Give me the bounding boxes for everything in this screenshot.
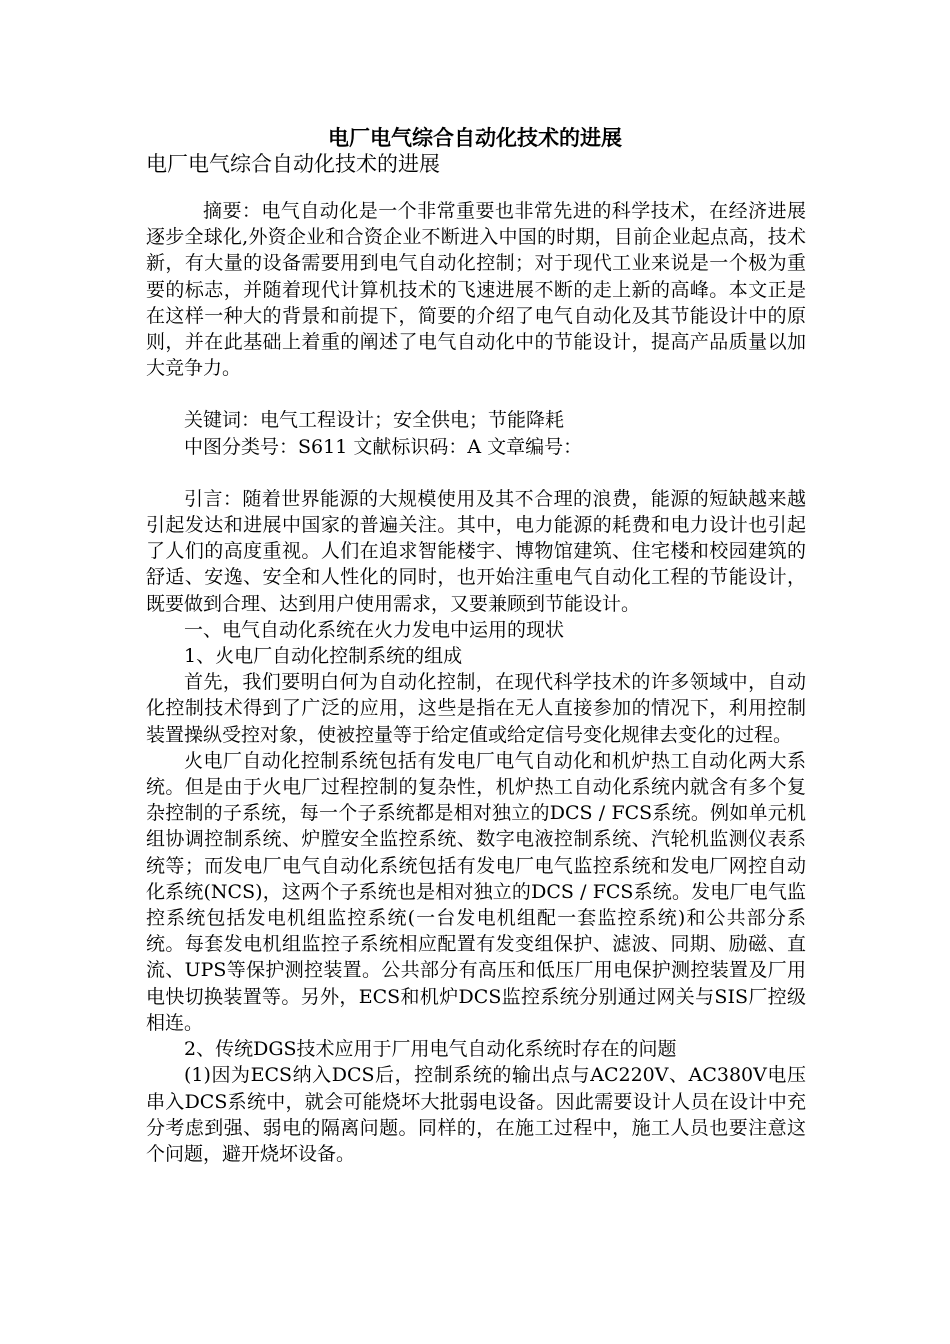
body-paragraph: (1)因为ECS纳入DCS后，控制系统的输出点与AC220V、AC380V电压串入DCS系统中，就会可能烧坏大批弱电设备。因此需要设计人员在设计中充分考虑到强、弱电的隔离问题。同样的，在施工过程中，施工人员也要注意这个问题，避开烧坏设备。 bbox=[146, 1064, 806, 1165]
body-paragraph: 火电厂自动化控制系统包括有发电厂电气自动化和机炉热工自动化两大系统。但是由于火电厂过程控制的复杂性，机炉热工自动化系统内就含有多个复杂控制的子系统，每一个子系统都是相对独立的DCS / FCS系统。例如单元机组协调控制系统、炉膛安全监控系统、数字电液控制系统、汽轮机监测仪表系统等；而发电厂电气自动化系统包括有发电厂电气监控系统和发电厂网控自动化系统(NCS)，这两个子系统也是相对独立的DCS / FCS系统。发电厂电气监控系统包括发电机组监控系统(一台发电机组配一套监控系统)和公共部分系统。每套发电机组监控子系统相应配置有发变组保护、滤波、同期、励磁、直流、UPS等保护测控装置。公共部分有高压和低压厂用电保护测控装置及厂用电快切换装置等。另外，ECS和机炉DCS监控系统分别通过网关与SIS厂控级相连。 bbox=[146, 749, 806, 1034]
subsection-heading: 1、火电厂自动化控制系统的组成 bbox=[184, 645, 463, 668]
spacer bbox=[146, 460, 806, 486]
keywords-line: 关键词：电气工程设计；安全供电；节能降耗 bbox=[184, 409, 565, 432]
document-body bbox=[146, 198, 806, 1167]
section-heading: 一、电气自动化系统在火力发电中运用的现状 bbox=[184, 618, 565, 641]
intro-paragraph: 引言：随着世界能源的大规模使用及其不合理的浪费，能源的短缺越来越引起发达和进展中国家的普遍关注。其中，电力能源的耗费和电力设计也引起了人们的高度重视。人们在追求智能楼宇、博物馆建筑、住宅楼和校园建筑的舒适、安逸、安全和人性化的同时，也开始注重电气自动化工程的节能设计，既要做到合理、达到用户使用需求，又要兼顾到节能设计。 bbox=[146, 487, 806, 615]
classification-line: 中图分类号：S611 文献标识码：A 文章编号： bbox=[184, 435, 583, 458]
body-paragraph: 首先，我们要明白何为自动化控制，在现代科学技术的许多领域中，自动化控制技术得到了广泛的应用，这些是指在无人直接参加的情况下，利用控制装置操纵受控对象，使被控量等于给定值或给定信号变化规律去变化的过程。 bbox=[146, 671, 806, 746]
document-subtitle: 电厂电气综合自动化技术的进展 bbox=[146, 152, 440, 176]
abstract-paragraph: 摘要：电气自动化是一个非常重要也非常先进的科学技术，在经济进展逐步全球化,外资企业和合资企业不断进入中国的时期，目前企业起点高，技术新，有大量的设备需要用到电气自动化控制；对于现代工业来说是一个极为重要的标志，并随着现代计算机技术的飞速进展不断的走上新的高峰。本文正是在这样一种大的背景和前提下，简要的介绍了电气自动化及其节能设计中的原则，并在此基础上着重的阐述了电气自动化中的节能设计，提高产品质量以加大竞争力。 bbox=[146, 200, 806, 380]
subsection-heading: 2、传统DGS技术应用于厂用电气自动化系统时存在的问题 bbox=[184, 1038, 677, 1061]
spacer bbox=[146, 381, 806, 407]
document-title: 电厂电气综合自动化技术的进展 bbox=[328, 126, 622, 150]
